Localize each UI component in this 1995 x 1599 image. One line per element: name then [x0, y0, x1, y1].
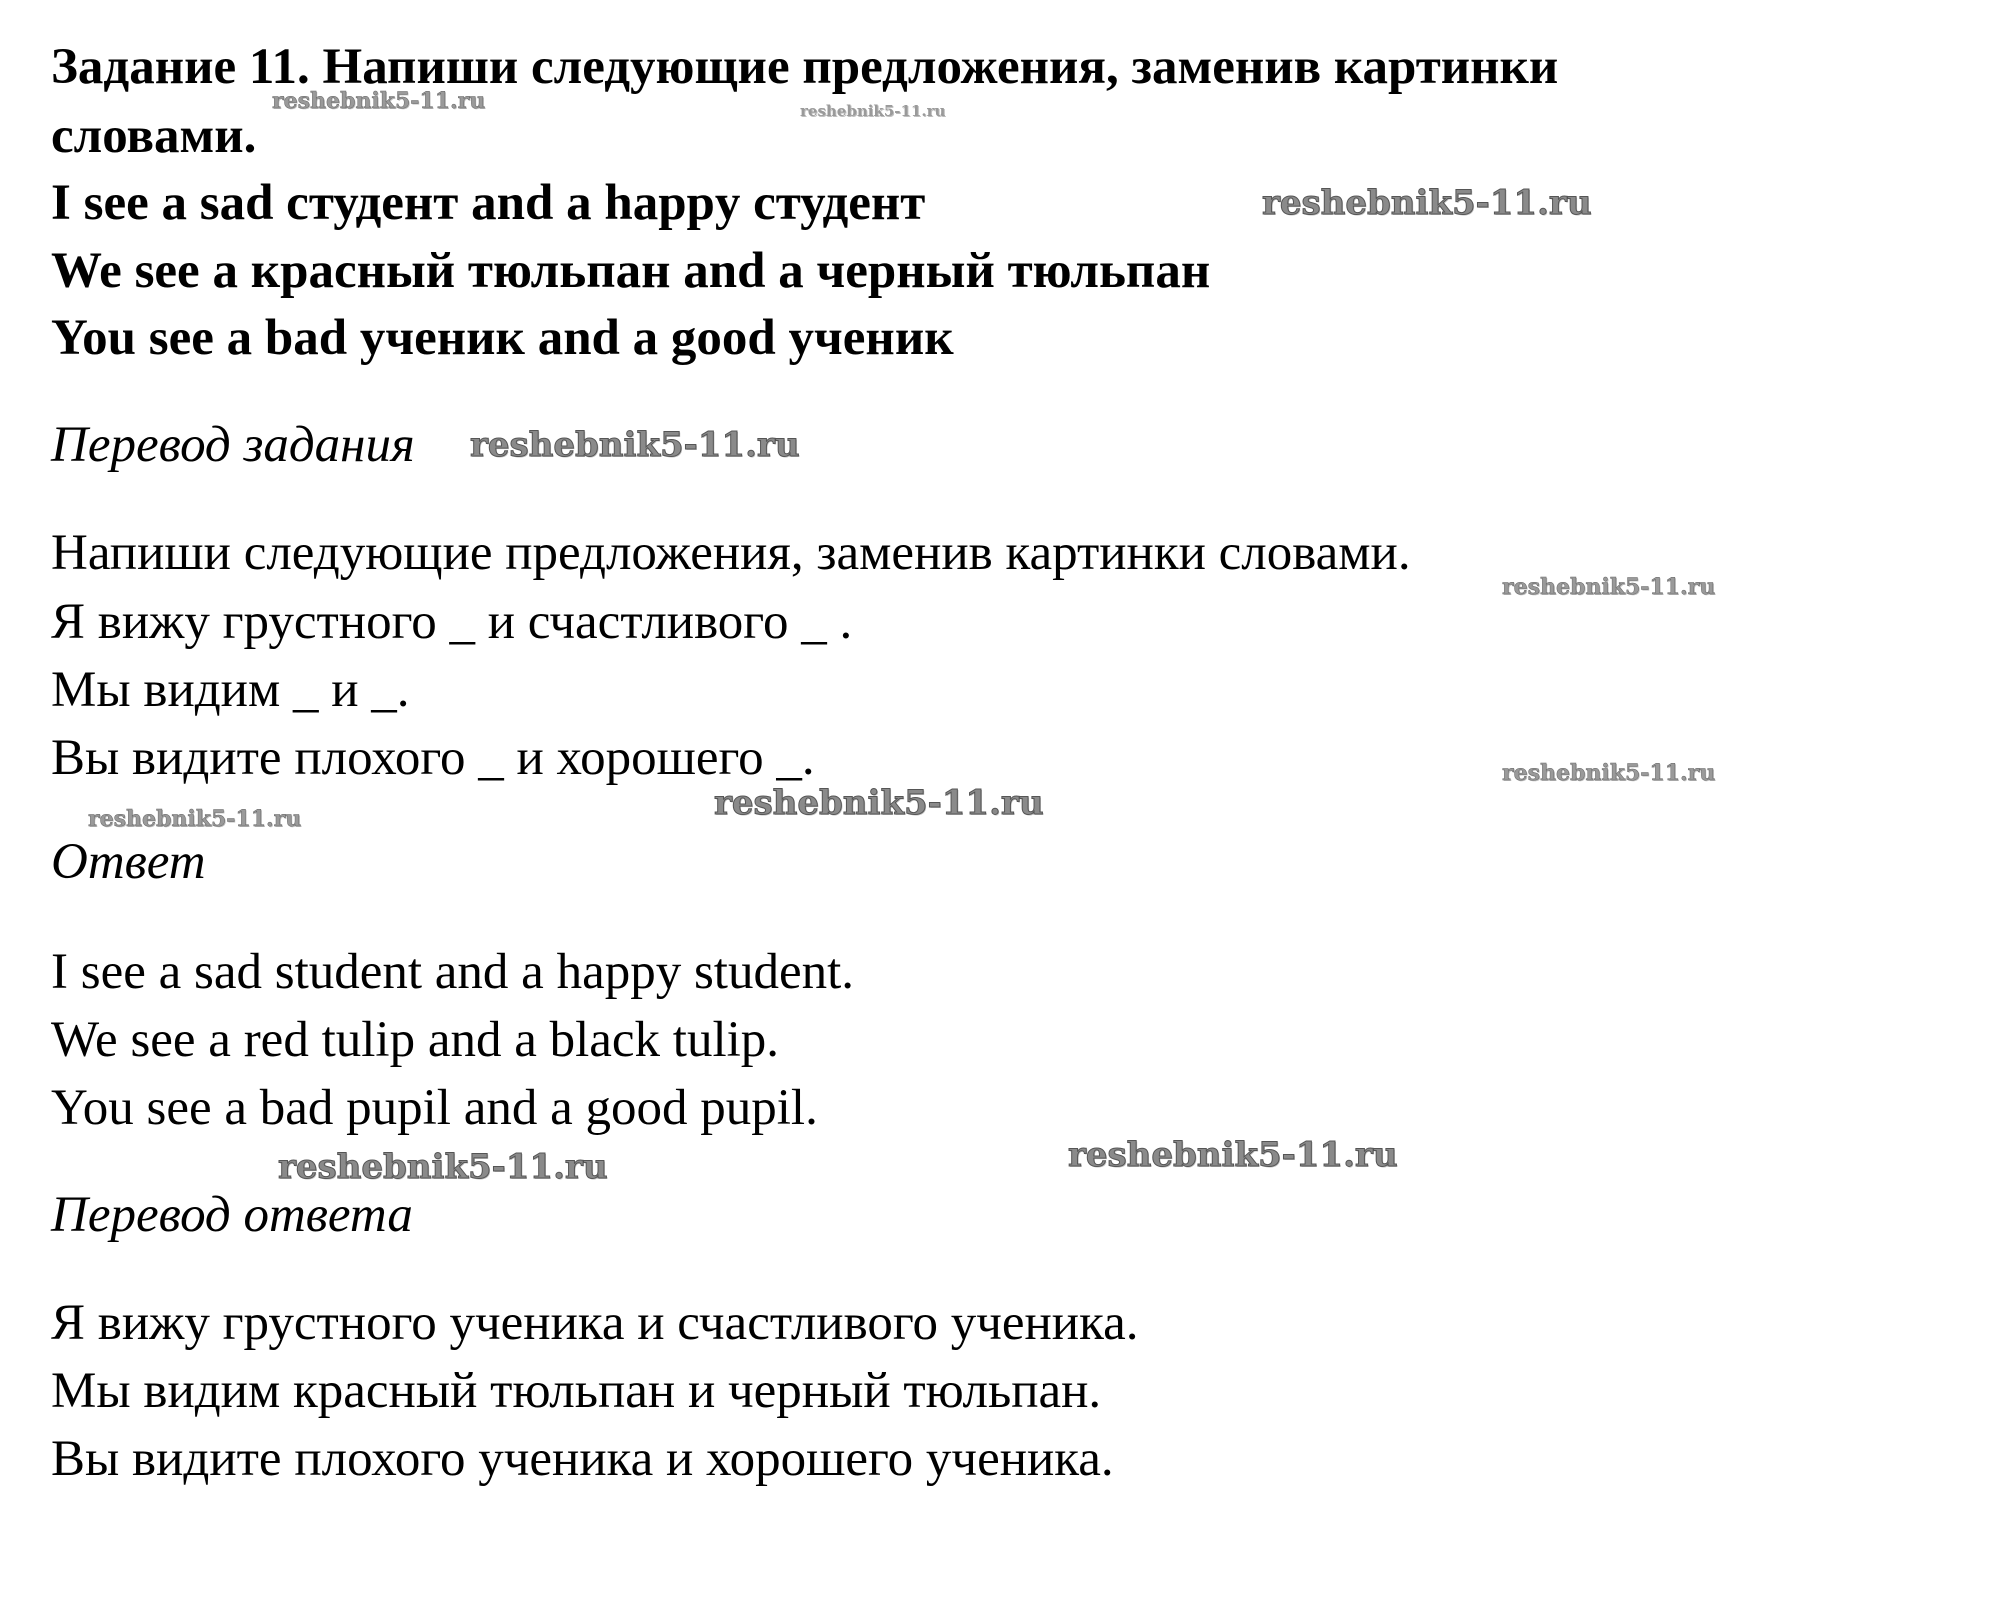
task-title-line1: Задание 11. Напиши следующие предложения, заменив картинки: [51, 39, 1559, 95]
task-translation-line-1: Напиши следующие предложения, заменив картинки словами.: [51, 525, 1411, 581]
watermark: reshebnik5-11.ru: [1502, 760, 1716, 786]
task-sentence-3: You see a bad ученик and a good ученик: [51, 310, 954, 366]
answer-translation-line-1: Я вижу грустного ученика и счастливого ученика.: [51, 1295, 1139, 1351]
answer-translation-line-2: Мы видим красный тюльпан и черный тюльпан.: [51, 1363, 1102, 1419]
watermark: reshebnik5-11.ru: [1502, 574, 1716, 600]
answer-heading: Ответ: [51, 834, 206, 890]
task-translation-line-2: Я вижу грустного _ и счастливого _ .: [51, 594, 853, 650]
task-title-line2: словами.: [51, 108, 257, 164]
task-sentence-2: We see a красный тюльпан and a черный тюльпан: [51, 243, 1211, 299]
watermark: reshebnik5-11.ru: [278, 1147, 608, 1187]
watermark: reshebnik5-11.ru: [714, 783, 1044, 823]
watermark: reshebnik5-11.ru: [1262, 183, 1592, 223]
task-translation-line-3: Мы видим _ и _.: [51, 662, 410, 718]
answer-translation-heading: Перевод ответа: [51, 1187, 413, 1243]
answer-translation-line-3: Вы видите плохого ученика и хорошего ученика.: [51, 1431, 1114, 1487]
answer-line-2: We see a red tulip and a black tulip.: [51, 1012, 780, 1068]
watermark: reshebnik5-11.ru: [88, 806, 302, 832]
watermark: reshebnik5-11.ru: [272, 88, 486, 114]
task-translation-heading: Перевод задания: [51, 417, 415, 473]
answer-line-1: I see a sad student and a happy student.: [51, 944, 855, 1000]
answer-line-3: You see a bad pupil and a good pupil.: [51, 1080, 818, 1136]
watermark: reshebnik5-11.ru: [1068, 1135, 1398, 1175]
task-translation-line-4: Вы видите плохого _ и хорошего _.: [51, 730, 815, 786]
watermark: reshebnik5-11.ru: [470, 425, 800, 465]
watermark: reshebnik5-11.ru: [800, 102, 946, 120]
task-sentence-1: I see a sad студент and a happy студент: [51, 175, 926, 231]
